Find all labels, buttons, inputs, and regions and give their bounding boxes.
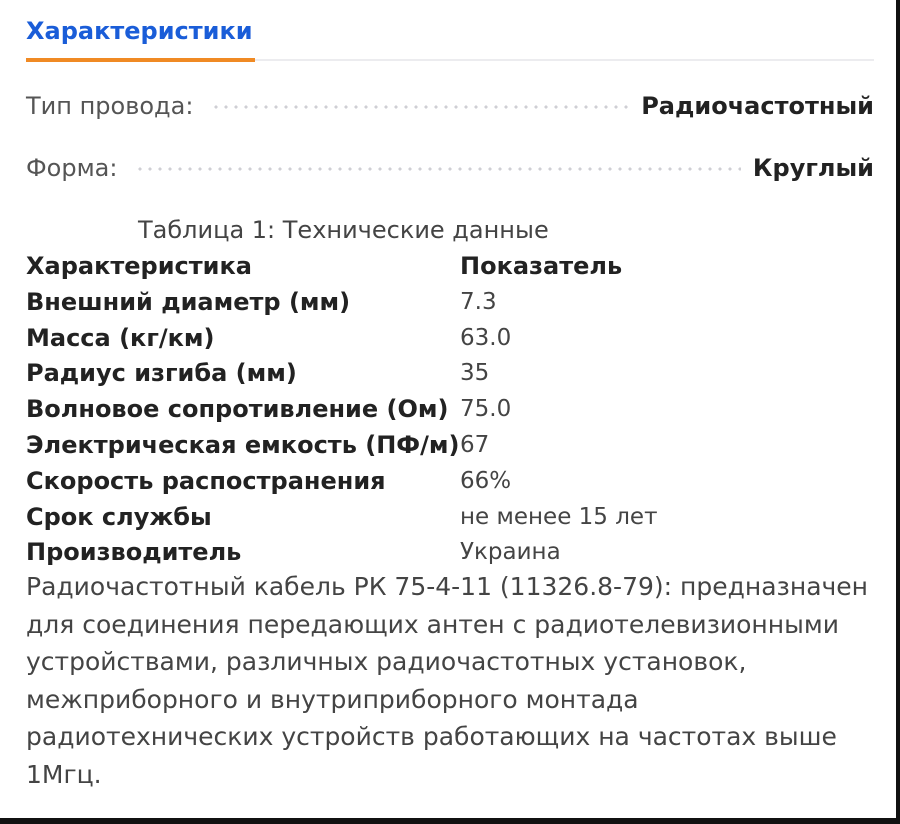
- dotted-leader: [135, 167, 740, 171]
- table-cell-value: 35: [460, 360, 490, 387]
- active-tab-indicator: [26, 58, 255, 62]
- table-row: [26, 391, 874, 427]
- table-row: [26, 320, 874, 356]
- table-row: [26, 499, 874, 535]
- table-cell-key: Электрическая емкость (ПФ/м): [26, 430, 460, 459]
- table-cell-value: 75.0: [460, 396, 512, 423]
- spec-key: Форма:: [26, 154, 118, 182]
- screen-edge-right: [896, 0, 900, 824]
- table-caption: Таблица 1: Технические данные: [138, 216, 549, 244]
- table-cell-key: Срок службы: [26, 502, 212, 531]
- table-header-key: Характеристика: [26, 252, 252, 280]
- table-cell-value: 66%: [460, 467, 512, 494]
- table-row: [26, 355, 874, 391]
- table-row: [26, 284, 874, 320]
- table-cell-key: Волновое сопротивление (Ом): [26, 395, 449, 424]
- table-cell-key: Внешний диаметр (мм): [26, 287, 351, 316]
- tab-characteristics[interactable]: [26, 14, 253, 62]
- screen-edge-bottom: [0, 818, 900, 824]
- table-header-value: Показатель: [460, 252, 623, 280]
- table-header-row: [26, 248, 874, 284]
- spec-value: Радиочастотный: [641, 92, 874, 120]
- table-cell-key: Производитель: [26, 538, 242, 567]
- product-description: Радиочастотный кабель РК 75-4-11 (11326.8-79): предназначен для соединения передающих антен с радиотелевизионными устройствами, различных радиочастотных установок, межприборного и внутриприборного монтада радиотехнических устройств работающих на частотах выше 1Мгц.: [26, 572, 869, 789]
- table-cell-value: 63.0: [460, 324, 512, 351]
- dotted-leader: [211, 105, 629, 109]
- table-cell-value: Украина: [460, 539, 561, 566]
- table-cell-value: не менее 15 лет: [460, 503, 658, 530]
- table-cell-key: Масса (кг/км): [26, 323, 215, 352]
- spec-row-wire-type: [26, 88, 874, 124]
- table-cell-key: Радиус изгиба (мм): [26, 359, 297, 388]
- table-cell-value: 67: [460, 431, 490, 458]
- tab-characteristics-label: Характеристики: [26, 17, 253, 45]
- tab-bar: [26, 0, 874, 62]
- spec-key: Тип провода:: [26, 92, 194, 120]
- table-row: [26, 534, 874, 570]
- technical-data-table: [26, 248, 874, 570]
- spec-value: Круглый: [752, 154, 874, 182]
- table-row: [26, 427, 874, 463]
- table-cell-key: Скорость распостранения: [26, 466, 386, 495]
- table-cell-value: 7.3: [460, 288, 497, 315]
- table-row: [26, 463, 874, 499]
- spec-row-shape: [26, 150, 874, 186]
